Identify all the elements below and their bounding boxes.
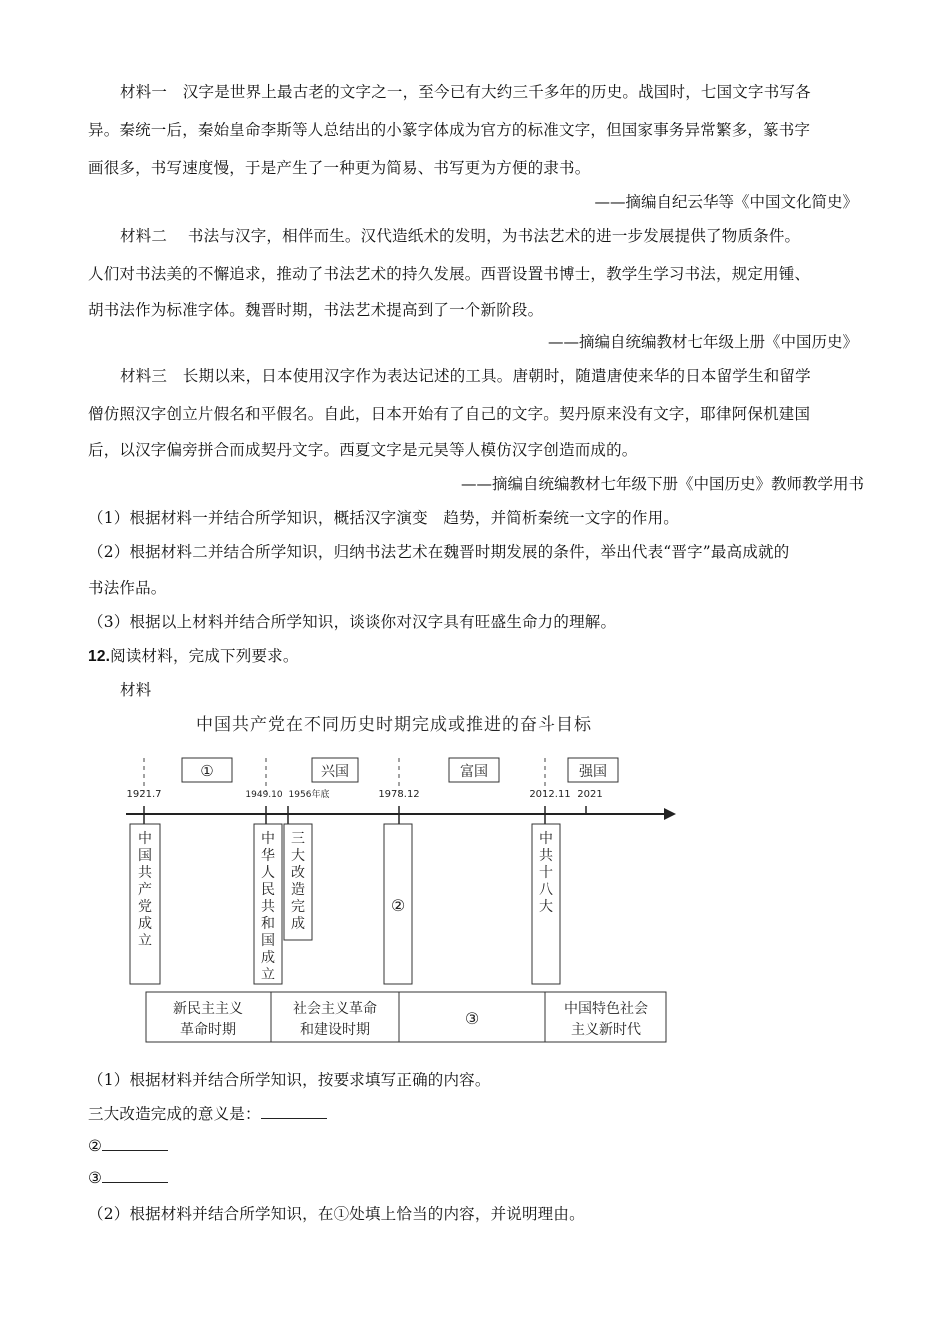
answer-blank-3[interactable]	[102, 1168, 168, 1183]
material3-line: 后，以汉字偏旁拼合而成契丹文字。西夏文字是元昊等人模仿汉字创造而成的。	[88, 441, 638, 459]
q12-sub1: （1）根据材料并结合所学知识，按要求填写正确的内容。	[88, 1071, 491, 1089]
q12-prompt: 阅读材料，完成下列要求。	[110, 647, 299, 665]
goal-box-3-label: 富国	[460, 764, 488, 780]
q11-sub3: （3）根据以上材料并结合所学知识，谈谈你对汉字具有旺盛生命力的理解。	[88, 613, 617, 631]
date-label: 1956年底	[288, 790, 330, 800]
diagram-title: 中国共产党在不同历史时期完成或推进的奋斗目标	[196, 715, 592, 735]
q12-fill3	[88, 1168, 168, 1187]
fill3-label: ③	[88, 1169, 103, 1187]
q11-sub2-line1: （2）根据材料二并结合所学知识，归纳书法艺术在魏晋时期发展的条件，举出代表“晋字”最高成就的	[88, 543, 790, 561]
timeline-diagram	[116, 700, 676, 1050]
event-prc-founding: 中华人民共和国成立	[261, 831, 275, 983]
q12-material-label: 材料	[120, 681, 152, 699]
period-3-blank: ③	[464, 1009, 480, 1028]
material2-line: 人们对书法美的不懈追求，推动了书法艺术的持久发展。西晋设置书博士，教学生学习书法，规定用锺、	[88, 265, 811, 283]
event-blank-2: ②	[390, 896, 406, 915]
period-1-line1: 新民主主义	[173, 1001, 243, 1017]
goal-box-4-label: 强国	[579, 764, 607, 780]
date-label: 2021	[577, 789, 603, 800]
goal-box-2-label: 兴国	[321, 764, 349, 780]
material2-source: ——摘编自统编教材七年级上册《中国历史》	[547, 333, 858, 351]
q12-number: 12.	[88, 648, 111, 665]
material1-line: 材料一 汉字是世界上最古老的文字之一，至今已有大约三千多年的历史。战国时，七国文字书写各	[120, 83, 811, 101]
material2-line: 材料二 书法与汉字，相伴而生。汉代造纸术的发明，为书法艺术的进一步发展提供了物质条件。	[120, 227, 801, 245]
q12-fill1	[88, 1102, 327, 1124]
q11-sub1: （1）根据材料一并结合所学知识，概括汉字演变 趋势，并简析秦统一文字的作用。	[88, 509, 679, 527]
date-label: 1949.10	[245, 790, 283, 800]
period-2-line1: 社会主义革命	[293, 1001, 377, 1017]
event-18th-congress: 中共十八大	[539, 831, 553, 915]
material1-line: 异。秦统一后，秦始皇命李斯等人总结出的小篆字体成为官方的标准文字，但国家事务异常繁多，篆书字	[88, 121, 811, 139]
period-2-line2: 和建设时期	[300, 1022, 370, 1038]
axis-arrow-icon	[664, 808, 676, 820]
fill2-label: ②	[88, 1137, 103, 1155]
period-4-line1: 中国特色社会	[564, 1001, 648, 1017]
date-label: 1978.12	[378, 789, 420, 800]
material1-line: 画很多，书写速度慢，于是产生了一种更为简易、书写更为方便的隶书。	[88, 159, 591, 177]
answer-blank-2[interactable]	[102, 1136, 168, 1151]
answer-blank-1[interactable]	[261, 1104, 327, 1119]
date-label: 1921.7	[126, 789, 162, 800]
q11-sub2-line2: 书法作品。	[88, 579, 167, 597]
q12-header	[88, 644, 299, 666]
material3-line: 僧仿照汉字创立片假名和平假名。自此，日本开始有了自己的文字。契丹原来没有文字，耶律阿保机建国	[88, 405, 811, 423]
q12-sub2: （2）根据材料并结合所学知识，在①处填上恰当的内容，并说明理由。	[88, 1205, 585, 1223]
period-1-line2: 革命时期	[180, 1022, 236, 1038]
material2-line: 胡书法作为标准字体。魏晋时期，书法艺术提高到了一个新阶段。	[88, 301, 544, 319]
period-4-line2: 主义新时代	[571, 1022, 641, 1038]
goal-box-1-label: ①	[200, 762, 214, 780]
event-cpc-founding: 中国共产党成立	[138, 831, 152, 949]
fill1-label: 三大改造完成的意义是：	[88, 1105, 261, 1123]
material3-line: 材料三 长期以来，日本使用汉字作为表达记述的工具。唐朝时，随遣唐使来华的日本留学生和留学	[120, 367, 811, 385]
event-three-reforms: 三大改造完成	[291, 831, 305, 932]
material3-source: ——摘编自统编教材七年级下册《中国历史》教师教学用书	[460, 475, 864, 493]
date-label: 2012.11	[529, 789, 571, 800]
material1-source: ——摘编自纪云华等《中国文化简史》	[594, 193, 858, 211]
q12-fill2	[88, 1136, 168, 1155]
